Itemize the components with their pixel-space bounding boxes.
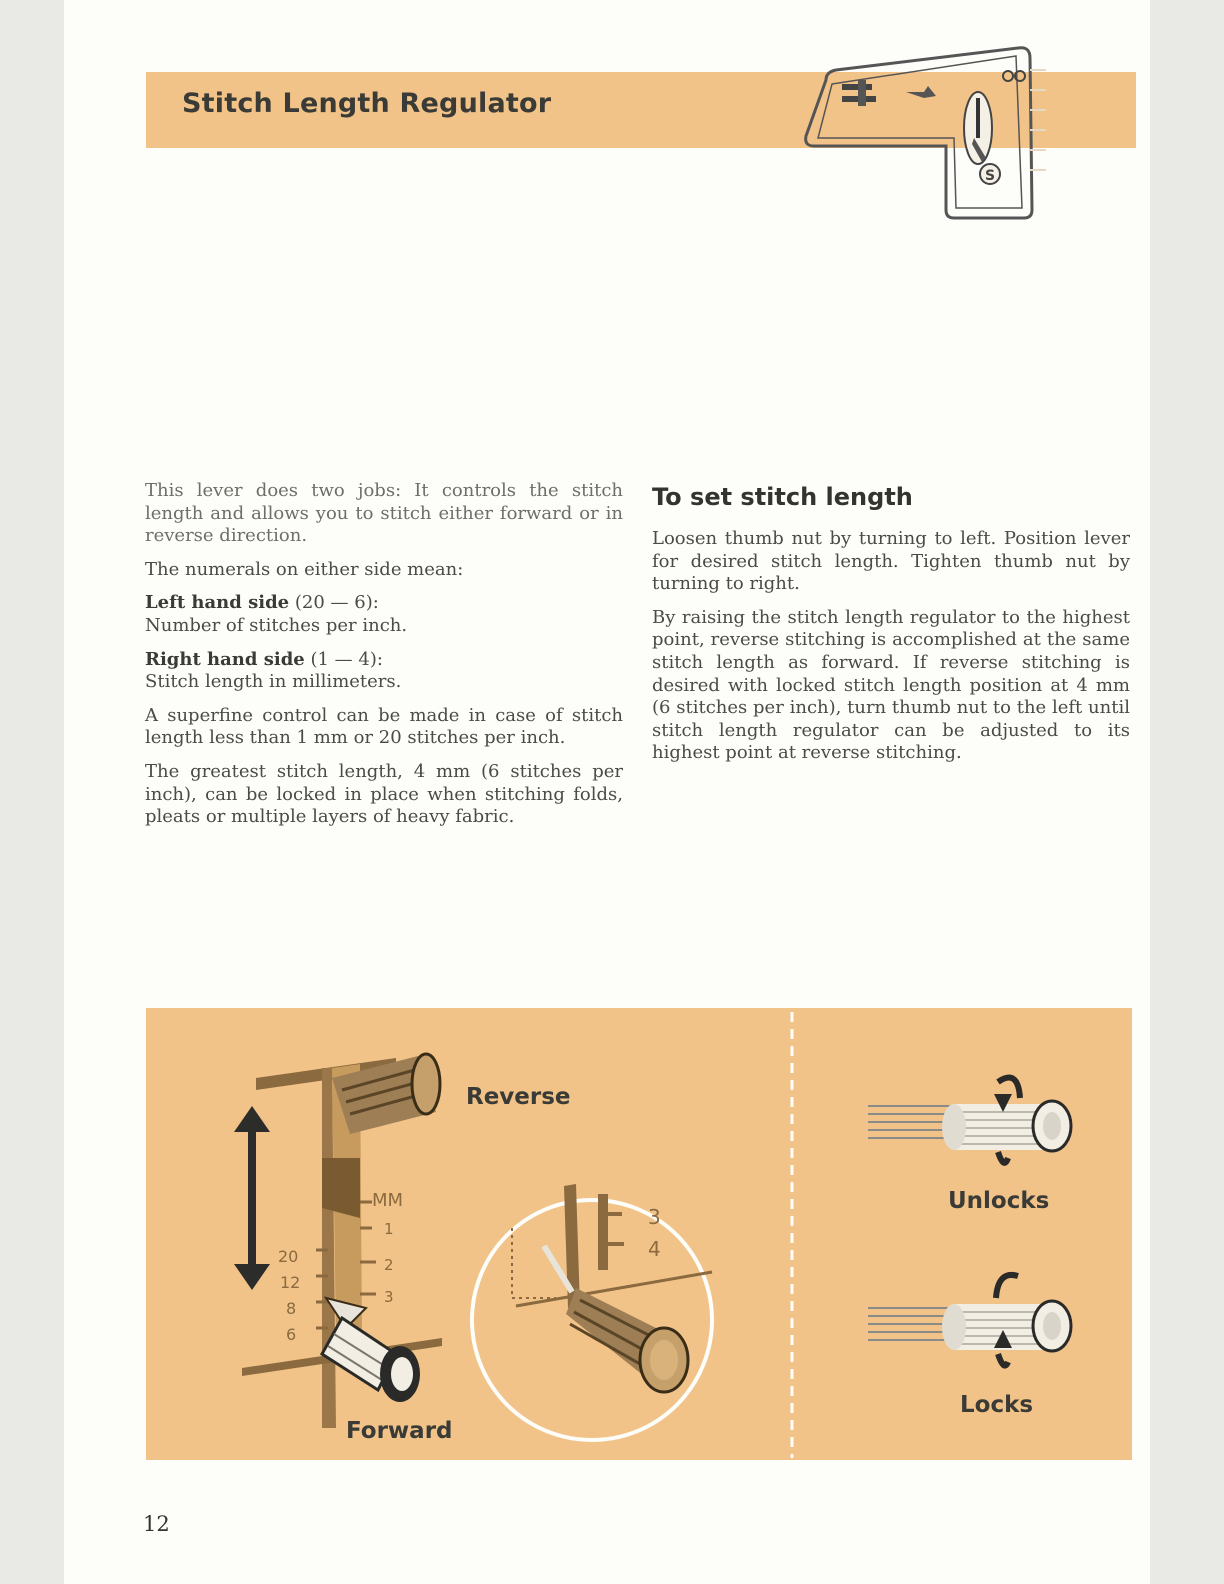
unlocks-label: Unlocks	[948, 1188, 1050, 1214]
forward-label: Forward	[346, 1418, 453, 1444]
mm-tick-1: 1	[384, 1220, 394, 1238]
locks-label: Locks	[960, 1392, 1034, 1418]
intro-column	[145, 480, 623, 840]
right-hand-side-range: (1 — 4):	[310, 648, 383, 670]
page-title: Stitch Length Regulator	[182, 88, 552, 119]
set-stitch-column	[652, 480, 1130, 776]
stitch-tick-20: 20	[278, 1247, 299, 1266]
forward-knob	[322, 1298, 420, 1402]
reverse-label: Reverse	[466, 1084, 571, 1110]
right-hand-side-label: Right hand side	[145, 648, 305, 670]
stitch-tick-8: 8	[286, 1299, 297, 1318]
mm-tick-2: 2	[384, 1256, 394, 1274]
set-stitch-paragraph-1: Loosen thumb nut by turning to left. Position lever for desired stitch length. Tighten thumb nut by turning to right.	[652, 528, 1130, 595]
up-down-arrow-icon	[234, 1106, 270, 1290]
page-number: 12	[143, 1512, 170, 1536]
stitch-tick-12: 12	[280, 1273, 301, 1292]
right-hand-side-entry	[145, 649, 623, 694]
left-hand-side-label: Left hand side	[145, 592, 290, 614]
set-stitch-paragraph-2: By raising the stitch length regulator to the highest point, reverse stitching is accomplished at the same stitch length as forward. If reverse stitching is desired with locked stitch length position at 4 mm (6 stitches per inch), turn thumb nut to the left until stitch length regulator can be adjusted to its highest point at reverse stitching.	[652, 606, 1130, 764]
stitch-tick-6: 6	[286, 1325, 297, 1344]
thumb-nut-unlock	[868, 1078, 1071, 1163]
panel-outline	[806, 48, 1032, 218]
greatest-length-paragraph: The greatest stitch length, 4 mm (6 stitches per inch), can be locked in place when stitching folds, pleats or multiple layers of heavy fabric.	[145, 760, 623, 828]
left-hand-side-entry	[145, 592, 623, 637]
magnified-detail	[472, 1184, 712, 1440]
left-hand-side-range: (20 — 6):	[294, 592, 379, 614]
panel-controls	[842, 71, 1025, 184]
superfine-paragraph: A superfine control can be made in case of stitch length less than 1 mm or 20 stitches per inch.	[145, 704, 623, 749]
detail-tick-3: 3	[648, 1205, 661, 1229]
detail-tick-4: 4	[648, 1237, 661, 1261]
mm-label: MM	[372, 1190, 404, 1211]
left-hand-side-desc: Number of stitches per inch.	[145, 614, 408, 636]
mm-tick-3: 3	[384, 1288, 394, 1306]
set-stitch-heading: To set stitch length	[652, 483, 913, 511]
intro-paragraph-2: The numerals on either side mean:	[145, 558, 464, 580]
machine-panel-diagram	[796, 40, 1046, 230]
illustration-band	[146, 1008, 1132, 1460]
thumb-nut-lock	[868, 1275, 1071, 1366]
intro-paragraph-1: This lever does two jobs: It controls the stitch length and allows you to stitch either forward or in reverse direction.	[145, 480, 623, 547]
panel-mark: S	[984, 168, 996, 184]
right-hand-side-desc: Stitch length in millimeters.	[145, 671, 402, 693]
